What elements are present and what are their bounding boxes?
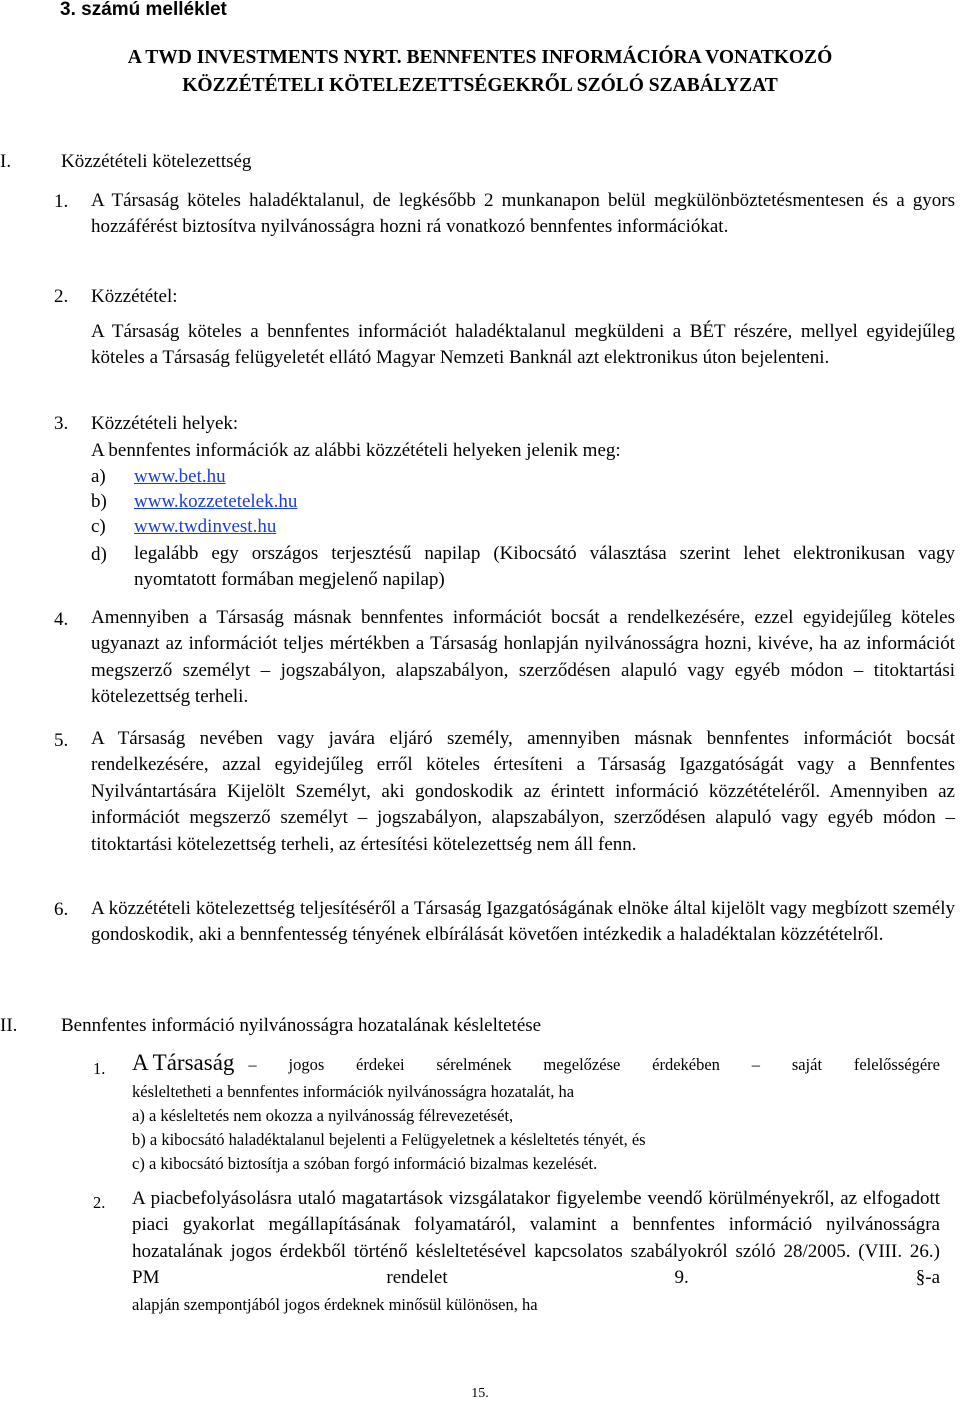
section-2-heading: Bennfentes információ nyilvánosságra hozatalának késleltetése [61,1015,542,1036]
sec2-item-1-first-line [132,1050,940,1076]
sec2-item-1-condition-a: a) a késleltetés nem okozza a nyilvánosság félrevezetését, [132,1106,514,1125]
link-twdinvest[interactable]: www.twdinvest.hu [134,516,277,537]
section-1-heading: Közzétételi kötelezettség [61,151,252,172]
item-4-text: Amennyiben a Társaság másnak bennfentes információt bocsát a rendelkezésére, ezzel egyidejűleg köteles ugyanazt az információt teljes mértékben a Társaság honlapján nyilvánosságra hozni, kivéve, ha az információt megszerző személyt – jogszabályon, alapszabályon, szerződésen alapuló vagy egyéb módon – titoktartási kötelezettség terheli. [91,607,955,708]
item-2-heading: Közzététel: [91,286,178,307]
item-4-number: 4. [54,609,69,630]
item-1-text: A Társaság köteles haladéktalanul, de legkésőbb 2 munkanapon belül megkülönböztetésmentesen és a gyors hozzáférést biztosítva nyilvánosságra hozni rá vonatkozó bennfentes információkat. [91,190,955,238]
item-6-number: 6. [54,899,69,920]
sec2-item-2-number: 2. [93,1193,106,1212]
list-marker: d) [91,544,107,565]
list-marker: b) [91,491,107,512]
item-2-number: 2. [54,286,69,307]
list-marker: a) [91,466,106,487]
item-3-heading: Közzétételi helyek: [91,413,239,434]
item-2-text: A Társaság köteles a bennfentes információt haladéktalanul megküldeni a BÉT részére, mellyel egyidejűleg köteles a Társaság felügyeletét ellátó Magyar Nemzeti Banknál azt elektronikus úton bejelenteni. [91,321,955,369]
document-title-line-2: KÖZZÉTÉTELI KÖTELEZETTSÉGEKRŐL SZÓLÓ SZABÁLYZAT [182,75,778,96]
sec2-item-2-text: A piacbefolyásolásra utaló magatartások vizsgálatakor figyelembe veendő körülményekről, az elfogadott piaci gyakorlat megállapításának folyamatáról, valamint a bennfentes információ nyilvánosságra hozatalának jogos érdekből történő késleltetésével kapcsolatos szabályokról szóló 28/2005. (VIII. 26.) PM rendelet 9. §-a [132,1188,940,1289]
annex-label: 3. számú melléklet [60,0,227,20]
section-2-roman: II. [0,1015,18,1036]
item-3-number: 3. [54,413,69,434]
sec2-item-1-condition-b: b) a kibocsátó haladéktalanul bejelenti a Felügyeletnek a késleltetés tényét, és [132,1130,646,1149]
sec2-item-2-tail: alapján szempontjából jogos érdeknek minősül különösen, ha [132,1295,538,1314]
sec2-item-1-condition-c: c) a kibocsátó biztosítja a szóban forgó információ bizalmas kezelését. [132,1154,598,1173]
item-5-number: 5. [54,730,69,751]
link-kozzetetelek[interactable]: www.kozzetetelek.hu [134,491,298,512]
section-1-roman: I. [0,151,12,172]
item-6-text: A közzétételi kötelezettség teljesítéséről a Társaság Igazgatóságának elnöke által kijelölt vagy megbízott személy gondoskodik, aki a bennfentesség tényének elbírálását követően intézkedik a haladéktalan közzétételről. [91,898,955,946]
item-3-intro: A bennfentes információk az alábbi közzétételi helyeken jelenik meg: [91,440,621,461]
sec2-item-1-number: 1. [93,1059,106,1078]
sec2-item-1-line-2: késleltetheti a bennfentes információk nyilvánosságra hozatalát, ha [132,1082,575,1101]
sec2-item-1-lead-rest: – jogos érdekei sérelmének megelőzése érdekében – saját felelősségére [248,1055,940,1074]
item-1-number: 1. [54,191,69,212]
sec2-item-1-lead: A Társaság [132,1050,235,1075]
list-marker: c) [91,516,106,537]
page-number: 15. [471,1386,489,1401]
document-title-line-1: A TWD INVESTMENTS NYRT. BENNFENTES INFORMÁCIÓRA VONATKOZÓ [127,47,833,68]
place-d-text: legalább egy országos terjesztésű napilap (Kibocsátó választása szerint lehet elektronikusan vagy nyomtatott formában megjelenő napilap) [134,543,955,591]
item-5-text: A Társaság nevében vagy javára eljáró személy, amennyiben másnak bennfentes információt bocsát rendelkezésére, azzal egyidejűleg erről köteles értesíteni a Társaság Igazgatóságát vagy a Bennfentes Nyilvántartására Kijelölt Személyt, aki gondoskodik az érintett információ közzétételéről. Amennyiben az információt megszerző személyt – jogszabályon, alapszabályon, szerződésen alapuló vagy egyéb módon – titoktartási kötelezettség terheli, az értesítési kötelezettség nem áll fenn. [91,728,955,855]
link-bet[interactable]: www.bet.hu [134,466,226,487]
